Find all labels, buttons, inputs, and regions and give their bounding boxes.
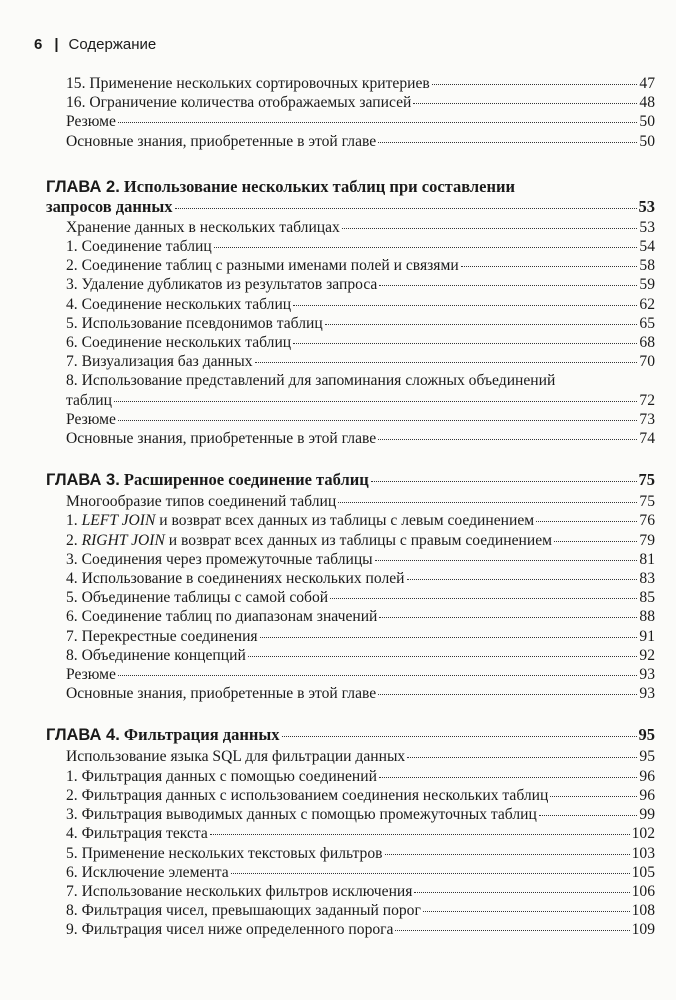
entry-page: 108 bbox=[631, 902, 655, 920]
toc-entry[interactable]: 6. Соединение нескольких таблиц 68 bbox=[66, 334, 655, 352]
toc-entry[interactable]: 8. Объединение концепций 92 bbox=[66, 646, 655, 664]
entry-page: 70 bbox=[639, 353, 655, 371]
toc-entry[interactable]: 5. Объединение таблицы с самой собой 85 bbox=[66, 589, 655, 607]
toc-entry[interactable]: 3. Удаление дубликатов из результатов запроса 59 bbox=[66, 276, 655, 294]
toc-entry[interactable]: 2. RIGHT JOIN и возврат всех данных из таблицы с правым соединением 79 bbox=[66, 531, 655, 549]
running-header bbox=[34, 36, 654, 54]
dot-leader bbox=[554, 541, 637, 542]
toc-entry[interactable]: 4. Использование в соединениях нескольких полей 83 bbox=[66, 570, 655, 588]
chapter-label: ГЛАВА 4. bbox=[46, 726, 120, 745]
chapter-label: ГЛАВА 2. bbox=[46, 177, 120, 196]
chapter-entries bbox=[46, 74, 655, 151]
toc-entry[interactable]: 1. Фильтрация данных с помощью соединений 96 bbox=[66, 767, 655, 785]
chapter-page: 75 bbox=[638, 470, 655, 490]
toc-entry[interactable]: 3. Фильтрация выводимых данных с помощью промежуточных таблиц 99 bbox=[66, 806, 655, 824]
chapter-1-continuation bbox=[46, 74, 655, 151]
dot-leader bbox=[342, 228, 638, 229]
entry-page: 106 bbox=[631, 882, 655, 900]
entry-page: 68 bbox=[639, 334, 655, 352]
entry-page: 73 bbox=[639, 410, 655, 428]
entry-page: 62 bbox=[639, 295, 655, 313]
entry-page: 53 bbox=[639, 218, 655, 236]
entry-page: 74 bbox=[639, 430, 655, 448]
toc-entry[interactable]: 2. Фильтрация данных с использованием соединения нескольких таблиц 96 bbox=[66, 786, 655, 804]
dot-leader bbox=[293, 343, 637, 344]
toc-entry[interactable]: Хранение данных в нескольких таблицах 53 bbox=[66, 218, 655, 236]
toc-entry[interactable]: 7. Перекрестные соединения 91 bbox=[66, 627, 655, 645]
dot-leader bbox=[407, 579, 638, 580]
entry-page: 65 bbox=[639, 314, 655, 332]
toc-entry[interactable]: Многообразие типов соединений таблиц 75 bbox=[66, 493, 655, 511]
toc-entry[interactable]: 2. Соединение таблиц с разными именами полей и связями 58 bbox=[66, 257, 655, 275]
entry-page: 85 bbox=[639, 589, 655, 607]
entry-page: 105 bbox=[631, 863, 655, 881]
dot-leader bbox=[210, 834, 630, 835]
entry-page: 58 bbox=[639, 257, 655, 275]
dot-leader bbox=[248, 656, 638, 657]
chapter-2 bbox=[46, 177, 655, 448]
chapter-4 bbox=[46, 725, 655, 939]
dot-leader bbox=[118, 675, 637, 676]
toc-entry[interactable]: 5. Использование псевдонимов таблиц 65 bbox=[66, 314, 655, 332]
chapter-page: 53 bbox=[638, 196, 655, 216]
toc-entry[interactable]: Использование языка SQL для фильтрации данных 95 bbox=[66, 748, 655, 766]
dot-leader bbox=[330, 598, 637, 599]
entry-page: 93 bbox=[639, 666, 655, 684]
dot-leader bbox=[379, 617, 637, 618]
entry-page: 54 bbox=[639, 238, 655, 256]
chapter-heading[interactable] bbox=[46, 725, 655, 745]
dot-leader bbox=[371, 481, 637, 482]
entry-page: 102 bbox=[631, 825, 655, 843]
toc-entry[interactable]: 6. Соединение таблиц по диапазонам значений 88 bbox=[66, 608, 655, 626]
chapter-entries bbox=[46, 492, 655, 703]
toc-entry[interactable]: 15. Применение нескольких сортировочных критериев 47 bbox=[66, 75, 655, 92]
dot-leader bbox=[539, 815, 638, 816]
entry-page: 76 bbox=[639, 512, 655, 530]
chapter-3 bbox=[46, 470, 655, 703]
dot-leader bbox=[375, 560, 638, 561]
dot-leader bbox=[118, 122, 637, 123]
toc-entry[interactable]: 7. Визуализация баз данных 70 bbox=[66, 353, 655, 371]
chapter-title: Расширенное соединение таблиц bbox=[123, 470, 369, 490]
toc-entry[interactable]: Основные знания, приобретенные в этой главе 93 bbox=[66, 685, 655, 703]
chapter-title-cont: запросов данных bbox=[46, 196, 173, 216]
toc-entry[interactable]: Основные знания, приобретенные в этой главе 74 bbox=[66, 430, 655, 448]
dot-leader bbox=[413, 103, 637, 104]
header-separator: | bbox=[54, 36, 59, 53]
entry-page: 59 bbox=[639, 276, 655, 294]
dot-leader bbox=[379, 777, 637, 778]
dot-leader bbox=[118, 420, 637, 421]
dot-leader bbox=[550, 796, 637, 797]
dot-leader bbox=[432, 84, 638, 85]
dot-leader bbox=[536, 521, 637, 522]
entry-page: 91 bbox=[639, 627, 655, 645]
entry-text-line1: 8. Использование представлений для запоминания сложных объединений bbox=[66, 372, 556, 390]
dot-leader bbox=[325, 324, 638, 325]
entry-page: 50 bbox=[639, 132, 655, 150]
page-number: 6 bbox=[34, 36, 43, 53]
dot-leader bbox=[395, 930, 629, 931]
sql-keyword: RIGHT JOIN bbox=[81, 531, 165, 549]
entry-page: 92 bbox=[639, 646, 655, 664]
chapter-heading[interactable] bbox=[46, 177, 655, 216]
entry-page: 50 bbox=[639, 113, 655, 131]
dot-leader bbox=[378, 439, 637, 440]
toc-entry[interactable]: 8. Фильтрация чисел, превышающих заданный порог 108 bbox=[66, 902, 655, 920]
entry-page: 47 bbox=[639, 75, 655, 92]
dot-leader bbox=[407, 757, 637, 758]
entry-page: 96 bbox=[639, 767, 655, 785]
header-title: Содержание bbox=[68, 36, 157, 53]
toc-entry-multiline[interactable]: 8. Использование представлений для запоминания сложных объединений таблиц 72 bbox=[66, 372, 655, 409]
dot-leader bbox=[461, 266, 638, 267]
toc-entry[interactable]: 16. Ограничение количества отображаемых записей 48 bbox=[66, 94, 655, 112]
entry-page: 88 bbox=[639, 608, 655, 626]
sql-keyword: LEFT JOIN bbox=[81, 512, 156, 530]
dot-leader bbox=[414, 892, 629, 893]
entry-page: 96 bbox=[639, 786, 655, 804]
dot-leader bbox=[338, 502, 637, 503]
chapter-entries bbox=[46, 218, 655, 448]
chapter-title: Фильтрация данных bbox=[123, 725, 280, 745]
chapter-page: 95 bbox=[638, 725, 655, 745]
toc-entry[interactable]: 3. Соединения через промежуточные таблицы 81 bbox=[66, 550, 655, 568]
toc-entry[interactable]: 7. Использование нескольких фильтров исключения 106 bbox=[66, 882, 655, 900]
toc-entry[interactable]: 4. Фильтрация текста 102 bbox=[66, 825, 655, 843]
chapter-label: ГЛАВА 3. bbox=[46, 471, 120, 490]
entry-page: 93 bbox=[639, 685, 655, 703]
dot-leader bbox=[214, 247, 638, 248]
toc-entry[interactable]: Основные знания, приобретенные в этой главе 50 bbox=[66, 132, 655, 150]
toc-entry[interactable]: 1. LEFT JOIN и возврат всех данных из таблицы с левым соединением 76 bbox=[66, 512, 655, 530]
toc-entry[interactable]: 5. Применение нескольких текстовых фильтров 103 bbox=[66, 844, 655, 862]
entry-page: 109 bbox=[631, 921, 655, 939]
dot-leader bbox=[260, 637, 638, 638]
entry-page: 81 bbox=[639, 550, 655, 568]
dot-leader bbox=[385, 854, 630, 855]
dot-leader bbox=[175, 208, 637, 209]
entry-page: 79 bbox=[639, 531, 655, 549]
dot-leader bbox=[423, 911, 630, 912]
entry-page: 99 bbox=[639, 806, 655, 824]
toc-entry[interactable]: Резюме 93 bbox=[66, 666, 655, 684]
toc-entry[interactable]: 1. Соединение таблиц 54 bbox=[66, 238, 655, 256]
dot-leader bbox=[255, 362, 638, 363]
chapter-entries bbox=[46, 747, 655, 939]
entry-page: 75 bbox=[639, 493, 655, 511]
dot-leader bbox=[293, 305, 637, 306]
entry-page: 103 bbox=[631, 844, 655, 862]
dot-leader bbox=[114, 401, 637, 402]
toc-entry[interactable]: 6. Исключение элемента 105 bbox=[66, 863, 655, 881]
dot-leader bbox=[378, 142, 637, 143]
entry-page: 83 bbox=[639, 570, 655, 588]
entry-page: 48 bbox=[639, 94, 655, 112]
chapter-heading[interactable] bbox=[46, 470, 655, 490]
chapter-title: Использование нескольких таблиц при составлении bbox=[123, 176, 515, 196]
dot-leader bbox=[378, 694, 637, 695]
dot-leader bbox=[282, 736, 637, 737]
entry-page: 95 bbox=[639, 748, 655, 766]
toc-entry[interactable]: Резюме 73 bbox=[66, 410, 655, 428]
entry-page: 72 bbox=[639, 391, 655, 409]
dot-leader bbox=[231, 873, 630, 874]
toc-entry[interactable]: 9. Фильтрация чисел ниже определенного порога 109 bbox=[66, 921, 655, 939]
toc-entry[interactable]: Резюме 50 bbox=[66, 113, 655, 131]
toc-entry[interactable]: 4. Соединение нескольких таблиц 62 bbox=[66, 295, 655, 313]
dot-leader bbox=[379, 285, 637, 286]
table-of-contents bbox=[46, 74, 655, 962]
